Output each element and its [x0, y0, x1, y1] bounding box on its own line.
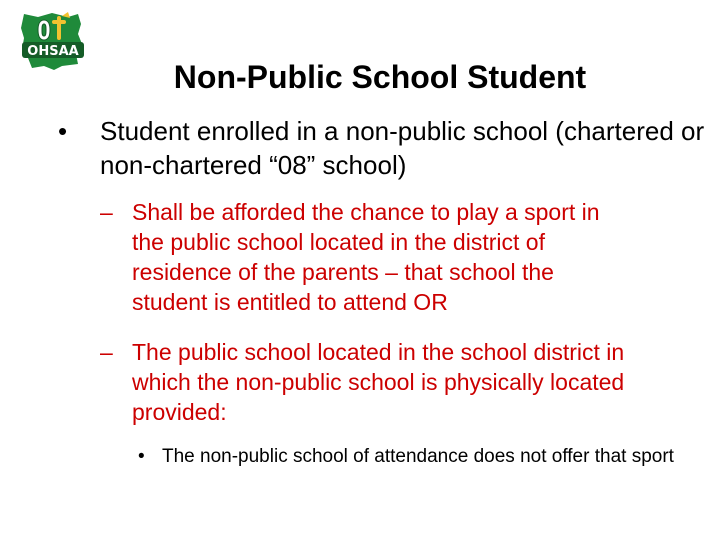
- sub-bullet-item: [100, 197, 720, 317]
- sub-sub-bullet-text: The non-public school of attendance does not offer that sport: [162, 446, 674, 467]
- sub-bullet-line: The public school located in the school district in: [132, 339, 625, 365]
- bullet-marker: •: [58, 116, 68, 146]
- logo-wordmark: OHSAA: [27, 44, 79, 59]
- sub-bullet-item: [100, 337, 720, 427]
- bullet-marker: •: [138, 446, 145, 467]
- sub-bullet-line: residence of the parents – that school the: [132, 259, 554, 285]
- bullet-text: Student enrolled in a non-public school (chartered or non-chartered “08” school): [100, 116, 705, 180]
- sub-bullet-line: the public school located in the district of: [132, 229, 545, 255]
- bullet-item: [58, 114, 718, 182]
- sub-sub-bullet-item: [138, 443, 718, 470]
- sub-bullet-line: Shall be afforded the chance to play a sport in: [132, 199, 600, 225]
- sub-bullet-line: student is entitled to attend OR: [132, 289, 448, 315]
- dash-marker: –: [100, 339, 113, 365]
- sub-bullet-line: which the non-public school is physically located: [132, 369, 625, 395]
- sub-bullet-line: provided:: [132, 399, 227, 425]
- dash-marker: –: [100, 199, 113, 225]
- slide-title: Non-Public School Student: [173, 59, 587, 95]
